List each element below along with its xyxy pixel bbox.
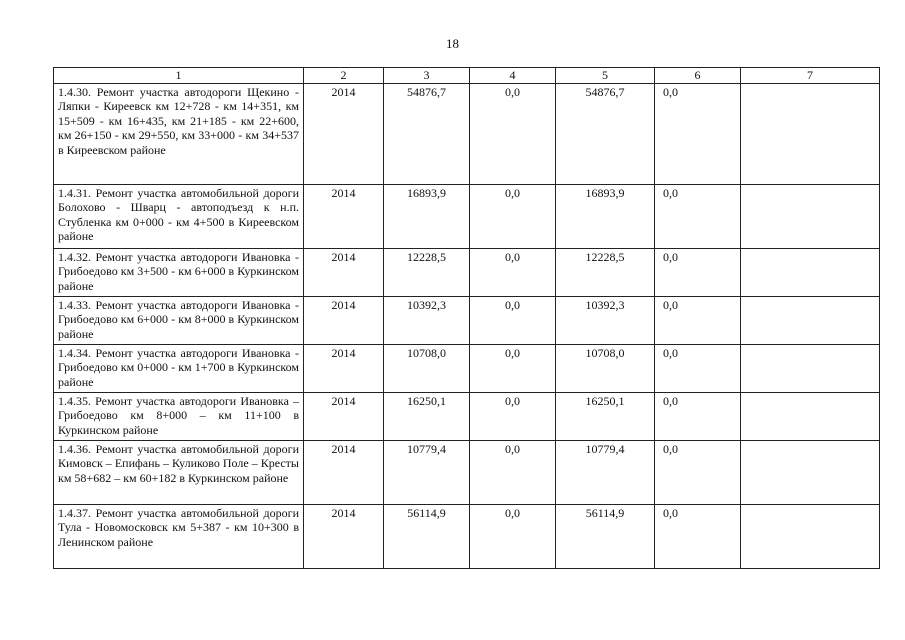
table-row [54,392,880,440]
column-header-7: 7 [741,68,880,84]
amount-cell-3: 54876,7 [384,83,470,184]
note-cell-7 [741,504,880,568]
amount-cell-4: 0,0 [470,504,556,568]
amount-cell-4: 0,0 [470,248,556,296]
amount-cell-6: 0,0 [655,83,741,184]
column-header-4: 4 [470,68,556,84]
year-cell: 2014 [304,344,384,392]
amount-cell-5: 56114,9 [556,504,655,568]
project-name-cell: 1.4.37. Ремонт участка автомобильной дороги Тула - Новомосковск км 5+387 - км 10+300 в Ленинском районе [54,504,304,568]
year-cell: 2014 [304,392,384,440]
note-cell-7 [741,83,880,184]
amount-cell-6: 0,0 [655,184,741,248]
year-cell: 2014 [304,440,384,504]
table-row [54,248,880,296]
amount-cell-3: 16893,9 [384,184,470,248]
amount-cell-5: 16250,1 [556,392,655,440]
table-row [54,83,880,184]
table-row [54,296,880,344]
table-row [54,184,880,248]
note-cell-7 [741,248,880,296]
project-name-cell: 1.4.30. Ремонт участка автодороги Щекино - Ляпки - Киреевск км 12+728 - км 14+351, км 15+509 - км 16+435, км 21+185 - км 22+600, км 26+150 - км 29+550, км 33+000 - км 34+537 в Киреевском районе [54,83,304,184]
column-header-3: 3 [384,68,470,84]
amount-cell-4: 0,0 [470,440,556,504]
amount-cell-6: 0,0 [655,504,741,568]
amount-cell-3: 10779,4 [384,440,470,504]
year-cell: 2014 [304,248,384,296]
budget-table [53,67,880,569]
year-cell: 2014 [304,296,384,344]
year-cell: 2014 [304,504,384,568]
column-header-2: 2 [304,68,384,84]
header-row [54,68,880,84]
amount-cell-3: 56114,9 [384,504,470,568]
note-cell-7 [741,184,880,248]
year-cell: 2014 [304,184,384,248]
amount-cell-4: 0,0 [470,392,556,440]
project-name-cell: 1.4.33. Ремонт участка автодороги Ивановка - Грибоедово км 6+000 - км 8+000 в Куркинском районе [54,296,304,344]
table-row [54,344,880,392]
amount-cell-5: 10392,3 [556,296,655,344]
amount-cell-5: 16893,9 [556,184,655,248]
amount-cell-4: 0,0 [470,184,556,248]
amount-cell-6: 0,0 [655,296,741,344]
project-name-cell: 1.4.34. Ремонт участка автодороги Ивановка - Грибоедово км 0+000 - км 1+700 в Куркинском районе [54,344,304,392]
amount-cell-5: 10779,4 [556,440,655,504]
amount-cell-4: 0,0 [470,296,556,344]
note-cell-7 [741,296,880,344]
project-name-cell: 1.4.36. Ремонт участка автомобильной дороги Кимовск – Епифань – Куликово Поле – Кресты км 58+682 – км 60+182 в Куркинском районе [54,440,304,504]
amount-cell-3: 10708,0 [384,344,470,392]
amount-cell-3: 10392,3 [384,296,470,344]
column-header-1: 1 [54,68,304,84]
page-number: 18 [446,36,459,51]
amount-cell-5: 12228,5 [556,248,655,296]
column-header-5: 5 [556,68,655,84]
amount-cell-6: 0,0 [655,248,741,296]
project-name-cell: 1.4.32. Ремонт участка автодороги Ивановка - Грибоедово км 3+500 - км 6+000 в Куркинском районе [54,248,304,296]
note-cell-7 [741,344,880,392]
amount-cell-4: 0,0 [470,344,556,392]
amount-cell-5: 10708,0 [556,344,655,392]
table-row [54,504,880,568]
column-header-6: 6 [655,68,741,84]
project-name-cell: 1.4.35. Ремонт участка автодороги Ивановка – Грибоедово км 8+000 – км 11+100 в Куркинском районе [54,392,304,440]
amount-cell-4: 0,0 [470,83,556,184]
amount-cell-6: 0,0 [655,344,741,392]
year-cell: 2014 [304,83,384,184]
amount-cell-6: 0,0 [655,440,741,504]
amount-cell-5: 54876,7 [556,83,655,184]
table-row [54,440,880,504]
note-cell-7 [741,392,880,440]
amount-cell-3: 16250,1 [384,392,470,440]
amount-cell-6: 0,0 [655,392,741,440]
amount-cell-3: 12228,5 [384,248,470,296]
note-cell-7 [741,440,880,504]
project-name-cell: 1.4.31. Ремонт участка автомобильной дороги Болохово - Шварц - автоподъезд к н.п. Стубленка км 0+000 - км 4+500 в Киреевском районе [54,184,304,248]
